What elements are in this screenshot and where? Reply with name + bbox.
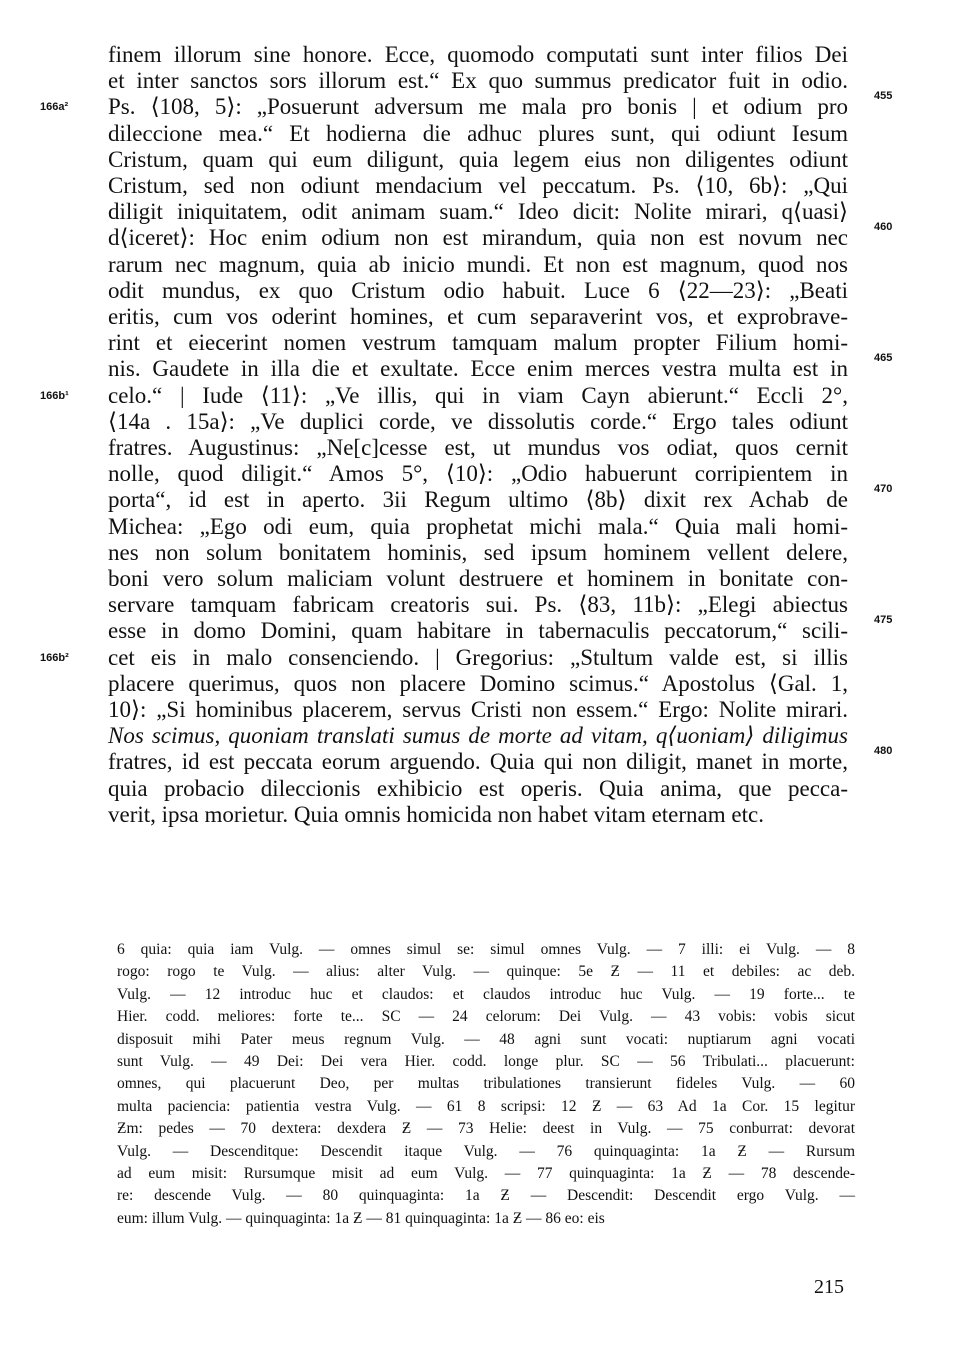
apparatus-line: Ƶm: pedes — 70 dextera: dexdera Ƶ — 73 Helie: deest in Vulg. — 75 conburrat: devorat	[117, 1120, 855, 1138]
apparatus-line: multa paciencia: patientia vestra Vulg. — 61 8 scripsi: 12 Ƶ — 63 Ad 1a Cor. 15 legitur	[117, 1097, 855, 1115]
apparatus-line: rogo: rogo te Vulg. — alius: alter Vulg. — quinque: 5e Ƶ — 11 et debiles: ac deb.	[117, 963, 855, 981]
apparatus-line: omnes, qui placuerunt Deo, per multas tribulationes transierunt fideles Vulg. — 60	[117, 1075, 855, 1093]
text-line: nolle, quod diligit.“ Amos 5°, ⟨10⟩: „Odio habuerunt corripientem in	[108, 461, 848, 487]
text-line: porta“, id est in aperto. 3ii Regum ultimo ⟨8b⟩ dixit rex Achab de	[108, 487, 848, 513]
apparatus-line: Hier. codd. meliores: forte te... SC — 24 celorum: Dei Vulg. — 43 vobis: vobis sicut	[117, 1008, 855, 1026]
apparatus-line: re: descende Vulg. — 80 quinquaginta: 1a Ƶ — Descendit: Descendit ergo Vulg. —	[117, 1187, 855, 1205]
text-line: rarum nec magnum, quia ab inicio mundi. Et non est magnum, quod nos	[108, 251, 848, 277]
text-line: eritis, cum vos oderint homines, et cum separaverint vos, et exprobrave-	[108, 304, 848, 329]
text-line: finem illorum sine honore. Ecce, quomodo computati sunt inter filios Dei	[108, 42, 848, 67]
text-line: servare tamquam fabricam creatoris sui. Ps. ⟨83, 11b⟩: „Elegi abiectus	[108, 592, 848, 618]
folio-mark: 166b¹	[40, 389, 69, 402]
line-number: 480	[874, 745, 893, 758]
text-line: nes non solum bonitatem hominis, sed ipsum hominem vellent delere,	[108, 539, 848, 565]
apparatus-line: 6 quia: quia iam Vulg. — omnes simul se: simul omnes Vulg. — 7 illi: ei Vulg. — 8	[117, 941, 855, 958]
text-line: 10⟩: „Si hominibus placerem, servus Cristi non essem.“ Ergo: Nolite mirari.	[108, 697, 848, 722]
line-number: 470	[874, 483, 893, 496]
text-line: ⟨14a . 15a⟩: „Ve duplici corde, ve dissolutis corde.“ Ergo tales odiunt	[108, 408, 848, 434]
line-number: 465	[874, 352, 893, 365]
text-line: diligit iniquitatem, odit animam suam.“ Ideo dicit: Nolite mirari, q⟨uasi⟩	[108, 199, 848, 225]
apparatus-line: Vulg. — 12 introduc huc et claudos: et claudos introduc huc Vulg. — 19 forte... te	[117, 985, 855, 1003]
text-line: nis. Gaudete in illa die et exultate. Ecce enim merces vestra multa est in	[108, 356, 848, 382]
folio-mark: 166a²	[40, 101, 69, 114]
line-number: 460	[874, 221, 893, 234]
text-line: placere querimus, quos non placere Domino scimus.“ Apostolus ⟨Gal. 1,	[108, 670, 848, 696]
apparatus-line: Vulg. — Descenditque: Descendit itaque Vulg. — 76 quinquaginta: 1a Ƶ — Rursum	[117, 1142, 855, 1160]
text-line: dileccione mea.“ Et hodierna die adhuc plures sunt, qui odiunt Iesum	[108, 120, 848, 146]
line-number: 455	[874, 90, 893, 103]
text-line: esse in domo Domini, quam habitare in tabernaculis peccatorum,“ scili-	[108, 618, 848, 644]
text-line: et inter sanctos sors illorum est.“ Ex quo summus predicator fuit in odio.	[108, 68, 848, 94]
text-line: rint et eiecerint nomen vestrum tamquam malum propter Filium homi-	[108, 330, 848, 356]
apparatus-line: sunt Vulg. — 49 Dei: Dei vera Hier. codd. longe plur. SC — 56 Tribulati... placuerunt:	[117, 1053, 855, 1070]
text-line: d⟨iceret⟩: Hoc enim odium non est mirandum, quia non est novum nec	[108, 225, 848, 251]
text-line: quia probacio dileccionis exhibicio est operis. Quia anima, que pecca-	[108, 775, 848, 801]
text-line: fratres. Augustinus: „Ne[c]cesse est, ut mundus vos odiat, quos cernit	[108, 435, 848, 460]
folio-mark: 166b²	[40, 651, 69, 664]
page-number: 215	[814, 1276, 844, 1298]
text-line: Ps. ⟨108, 5⟩: „Posuerunt adversum me mala pro bonis | et odium pro	[108, 94, 848, 120]
text-line: fratres, id est peccata eorum arguendo. Quia qui non diligit, manet in morte,	[108, 749, 848, 775]
text-line: Michea: „Ego odi eum, quia prophetat michi mala.“ Quia mali homi-	[108, 513, 848, 539]
text-line: celo.“ | Iude ⟨11⟩: „Ve illis, qui in viam Cayn abierunt.“ Eccli 2°,	[108, 382, 848, 408]
apparatus-line: ad eum misit: Rursumque misit ad eum Vulg. — 77 quinquaginta: 1a Ƶ — 78 descende-	[117, 1165, 855, 1182]
text-line: odit mundus, ex quo Cristum odio habuit. Luce 6 ⟨22—23⟩: „Beati	[108, 277, 848, 303]
text-line: verit, ipsa morietur. Quia omnis homicida non habet vitam eternam etc.	[108, 801, 764, 827]
text-line: boni vero solum maliciam volunt destruere et hominem in bonitate con-	[108, 566, 848, 591]
text-line: Cristum, quam qui eum diligunt, quia legem eius non diligentes odiunt	[108, 146, 848, 172]
apparatus-line: disposuit mihi Pater meus regnum Vulg. — 48 agni sunt vocati: nuptiarum agni vocati	[117, 1030, 855, 1048]
line-number: 475	[874, 614, 893, 627]
text-line: Nos scimus, quoniam translati sumus de morte ad vitam, q⟨uoniam⟩ diligimus	[108, 723, 848, 749]
text-line: cet eis in malo consenciendo. | Gregorius: „Stultum valde est, si illis	[108, 644, 848, 670]
apparatus-line: eum: illum Vulg. — quinquaginta: 1a Ƶ — 81 quinquaginta: 1a Ƶ — 86 eo: eis	[117, 1209, 605, 1227]
text-line: Cristum, sed non odiunt mendacium vel peccatum. Ps. ⟨10, 6b⟩: „Qui	[108, 173, 848, 198]
